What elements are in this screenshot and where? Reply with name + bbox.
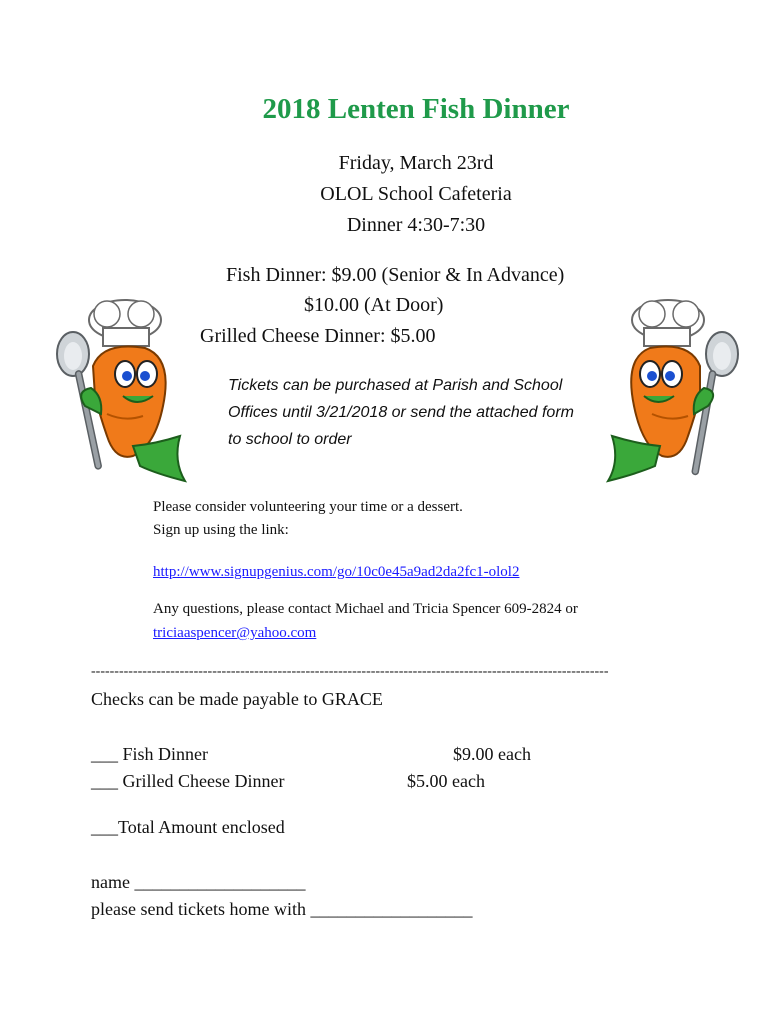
volunteer-text: Please consider volunteering your time or a dessert. [153, 499, 463, 515]
signup-link[interactable]: http://www.signupgenius.com/go/10c0e45a9ad2da2fc1-olol2 [153, 564, 520, 580]
cut-line-divider: --------------------------------------------------------------------------------------------------------------- [91, 664, 609, 679]
fish-dinner-door-price: $10.00 (At Door) [304, 294, 444, 316]
tickets-note-line: Offices until 3/21/2018 or send the attached form [228, 404, 574, 421]
send-home-line: please send tickets home with __________________ [91, 899, 473, 919]
event-date: Friday, March 23rd [338, 152, 494, 174]
signup-text: Sign up using the link: [153, 522, 289, 538]
grilled-cheese-price: Grilled Cheese Dinner: $5.00 [200, 325, 436, 347]
name-line: name ___________________ [91, 872, 306, 892]
total-amount-line: ___Total Amount enclosed [91, 817, 285, 837]
questions-text: Any questions, please contact Michael and Tricia Spencer 609-2824 or [153, 601, 578, 617]
contact-email-link[interactable]: triciaaspencer@yahoo.com [153, 625, 317, 641]
tickets-note-line: to school to order [228, 431, 352, 448]
fish-dinner-unit-price: $9.00 each [453, 744, 531, 764]
payable-note: Checks can be made payable to GRACE [91, 689, 383, 709]
event-location: OLOL School Cafeteria [320, 183, 512, 205]
grilled-cheese-qty: ___ Grilled Cheese Dinner [91, 771, 285, 791]
grilled-cheese-unit-price: $5.00 each [407, 771, 485, 791]
tickets-note [228, 372, 574, 453]
fish-dinner-price: Fish Dinner: $9.00 (Senior & In Advance) [226, 264, 565, 286]
tickets-note-line: Tickets can be purchased at Parish and School [228, 377, 563, 394]
event-time: Dinner 4:30-7:30 [346, 214, 486, 236]
fish-dinner-qty: ___ Fish Dinner [91, 744, 208, 764]
chef-fish-left-icon [45, 296, 190, 486]
page-title: 2018 Lenten Fish Dinner [262, 93, 570, 125]
chef-fish-right-icon [600, 296, 750, 486]
